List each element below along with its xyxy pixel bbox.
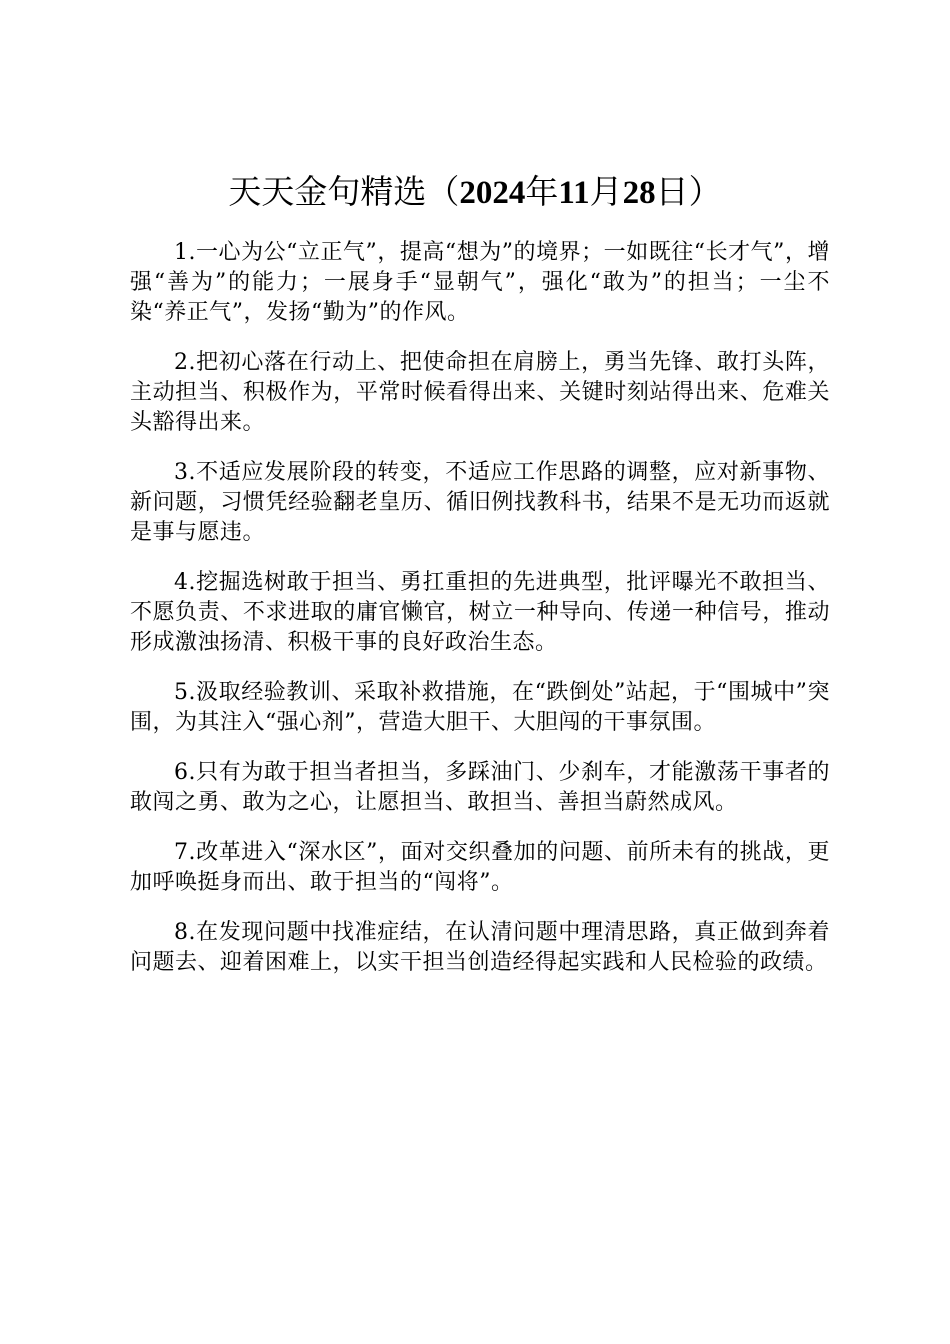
title-year-unit: 年	[525, 172, 559, 211]
title-day: 28	[622, 175, 656, 211]
title-month: 11	[558, 175, 590, 211]
quote-paragraph-6: 6.只有为敢于担当者担当，多踩油门、少刹车，才能激荡干事者的敢闯之勇、敢为之心，让愿担当、敢担当、善担当蔚然成风。	[130, 760, 830, 815]
title-suffix: 日）	[655, 172, 722, 211]
quote-paragraph-8: 8.在发现问题中找准症结，在认清问题中理清思路，真正做到奔着问题去、迎着困难上，以实干担当创造经得起实践和人民检验的政绩。	[130, 920, 830, 975]
quote-paragraph-7: 7.改革进入“深水区”，面对交织叠加的问题、前所未有的挑战，更加呼唤挺身而出、敢于担当的“闯将”。	[130, 840, 830, 895]
page-title	[0, 170, 950, 215]
quote-paragraph-3: 3.不适应发展阶段的转变，不适应工作思路的调整，应对新事物、新问题，习惯凭经验翻老皇历、循旧例找教科书，结果不是无功而返就是事与愿违。	[130, 460, 830, 545]
title-year: 2024	[459, 175, 526, 211]
title-month-unit: 月	[589, 172, 623, 211]
quote-list	[130, 238, 830, 998]
quote-paragraph-5: 5.汲取经验教训、采取补救措施，在“跌倒处”站起，于“围城中”突围，为其注入“强心剂”，营造大胆干、大胆闯的干事氛围。	[130, 680, 830, 735]
quote-paragraph-2: 2.把初心落在行动上、把使命担在肩膀上，勇当先锋、敢打头阵，主动担当、积极作为，平常时候看得出来、关键时刻站得出来、危难关头豁得出来。	[130, 350, 830, 435]
quote-paragraph-1: 1.一心为公“立正气”，提高“想为”的境界；一如既往“长才气”，增强“善为”的能力；一展身手“显朝气”，强化“敢为”的担当；一尘不染“养正气”，发扬“勤为”的作风。	[130, 240, 830, 325]
title-prefix: 天天金句精选（	[228, 172, 460, 211]
quote-paragraph-4: 4.挖掘选树敢于担当、勇扛重担的先进典型，批评曝光不敢担当、不愿负责、不求进取的庸官懒官，树立一种导向、传递一种信号，推动形成激浊扬清、积极干事的良好政治生态。	[130, 570, 830, 655]
